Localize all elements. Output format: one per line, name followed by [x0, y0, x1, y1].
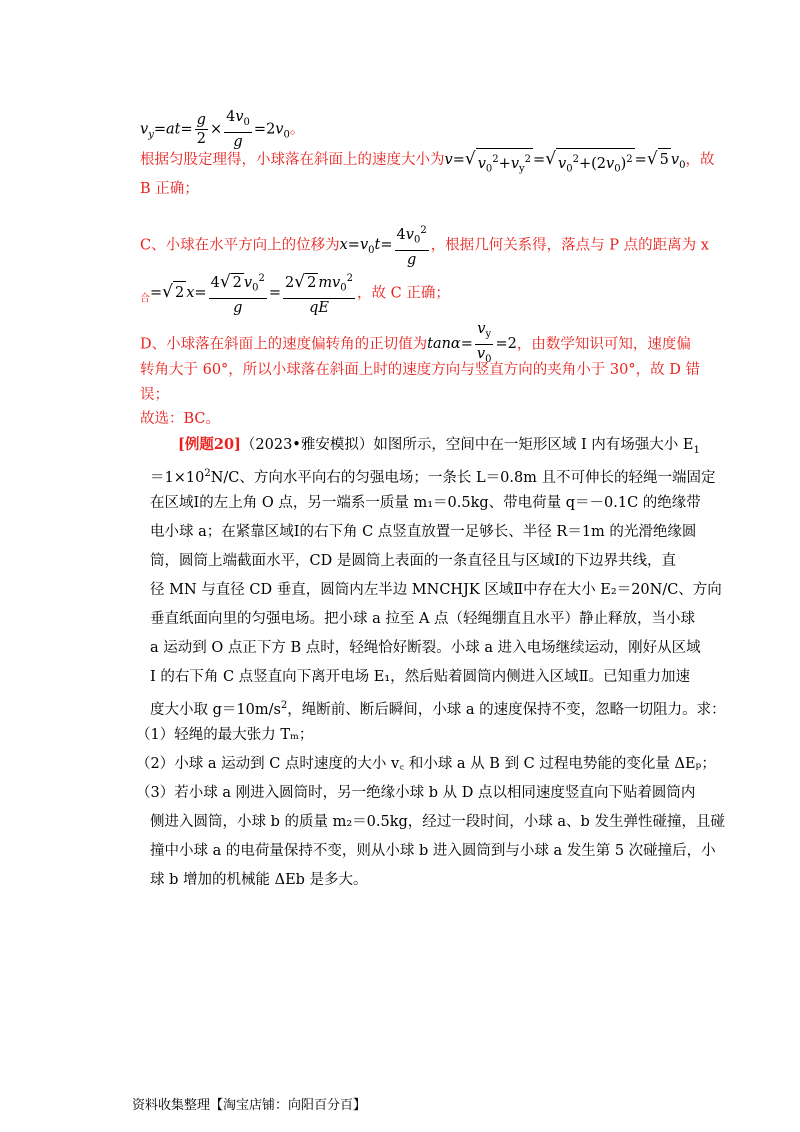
answer-text: 根据匀股定理得，小球落在斜面上的速度大小为 — [140, 152, 445, 168]
example-text: ，绳断前、断后瞬间，小球 a 的速度保持不变，忽略一切阻力。求： — [287, 701, 726, 718]
example-text: ＝1×10 — [150, 469, 205, 486]
superscript: 2 — [280, 700, 288, 711]
question-1: （1）轻绳的最大张力 Tₘ； — [136, 727, 314, 743]
example-line-9: Ⅰ 的右下角 C 点竖直向下离开电场 E₁，然后贴着圆筒内侧进入区域Ⅱ。已知重力加速 — [150, 669, 691, 685]
example-text: （2023•雅安模拟）如图所示，空间中在一矩形区域 Ⅰ 内有场强大小 E — [240, 437, 694, 453]
example-line-1 — [178, 434, 700, 462]
answer-line-6: D、小球落在斜面上的速度偏转角的正切值为tanα= $\frac{v_y}{v_0}$ =2，由数学知识可知，速度偏 — [140, 321, 691, 365]
example-line-2 — [150, 463, 716, 489]
answer-text: ，故 — [685, 152, 715, 168]
example-line-6: 径 MN 与直径 CD 垂直，圆筒内左半边 MNCHJK 区域Ⅱ中存在大小 E₂＝20N/C、方向 — [150, 582, 722, 598]
question-3-line-4: 球 b 增加的机械能 ΔEb 是多大。 — [150, 872, 368, 888]
question-2: （2）小球 a 运动到 C 点时速度的大小 v꜀ 和小球 a 从 B 到 C 过程电势能的变化量 ΔEₚ； — [136, 756, 716, 772]
answer-text: ，故 C 正确； — [357, 285, 450, 302]
example-line-4: 电小球 a；在紧靠区域Ⅰ的右下角 C 点竖直放置一足够长、半径 R＝1m 的光滑绝缘圆 — [150, 524, 697, 540]
subscript: 1 — [693, 444, 700, 456]
question-3-line-3: 撞中小球 a 的电荷量保持不变，则从小球 b 进入圆筒到与小球 a 发生第 5 次碰撞后，小 — [150, 843, 716, 859]
question-3-line-2: 侧进入圆筒，小球 b 的质量 m₂＝0.5kg，经过一段时间，小球 a、b 发生弹性碰撞，且碰 — [150, 814, 725, 830]
answer-line-7: 转角大于 60°，所以小球落在斜面上时的速度方向与竖直方向的夹角小于 30°，故 D 错 — [140, 362, 700, 378]
eq-vy-tail: 。 — [289, 121, 305, 138]
answer-text: ，根据几何关系得，落点与 P 点的距离为 x — [430, 237, 709, 254]
superscript: 2 — [204, 468, 211, 479]
answer-text: ，由数学知识可知，速度偏 — [516, 336, 691, 353]
page-footer: 资料收集整理【淘宝店铺：向阳百分百】 — [132, 1098, 367, 1113]
example-line-7: 垂直纸面向里的匀强电场。把小球 a 拉至 A 点（轻绳绷直且水平）静止释放，当小球 — [150, 611, 696, 627]
answer-text: C、小球在水平方向上的位移为 — [140, 237, 340, 254]
answer-line-9: 故选：BC。 — [140, 411, 221, 427]
answer-line-3: B 正确； — [140, 181, 199, 197]
subscript-he: 合 — [140, 293, 150, 305]
answer-line-4: C、小球在水平方向上的位移为$x=v_0t=$ $\frac{4v_0^2}{g}$ ，根据几何关系得，落点与 P 点的距离为 x — [140, 222, 709, 269]
example-line-10 — [150, 695, 726, 721]
example-text: 度大小取 g＝10m/s — [150, 701, 281, 718]
question-3-line-1: （3）若小球 a 刚进入圆筒时，另一绝缘小球 b 从 D 点以相同速度竖直向下贴着圆筒内 — [136, 785, 696, 801]
answer-text: D、小球落在斜面上的速度偏转角的正切值为 — [140, 336, 428, 353]
eq-vy-line: $v_y=at=$ $\frac{g}{2}$ × $\frac{4v_0}{g}$ $=2v_0$。 — [140, 109, 305, 150]
example-text: N/C、方向水平向右的匀强电场；一条长 L＝0.8m 且不可伸长的轻绳一端固定 — [210, 469, 716, 486]
answer-line-8: 误； — [140, 387, 169, 403]
example-line-8: a 运动到 O 点正下方 B 点时，轻绳恰好断裂。小球 a 进入电场继续运动，刚好从区域 — [150, 640, 701, 656]
example-line-3: 在区域Ⅰ的左上角 O 点，另一端系一质量 m₁＝0.5kg、带电荷量 q＝－0.1C 的绝缘带 — [150, 495, 701, 511]
answer-line-2: 根据匀股定理得，小球落在斜面上的速度大小为v= √ $v_0^2+v_y^2$ = √ $v_0^2+(2v_0)^2$ = √ 5 $v_0$，故 — [140, 148, 714, 181]
answer-line-5: $_合$= √ 2 x= 4 √ 2 $v_0^2$ g = 2 √ 2 $mv_0^2$ qE ，故 C 正确； — [140, 271, 450, 316]
example-line-5: 筒，圆筒上端截面水平，CD 是圆筒上表面的一条直径且与区域Ⅰ的下边界共线，直 — [150, 553, 677, 569]
example-tag: [例题20] — [178, 436, 241, 453]
